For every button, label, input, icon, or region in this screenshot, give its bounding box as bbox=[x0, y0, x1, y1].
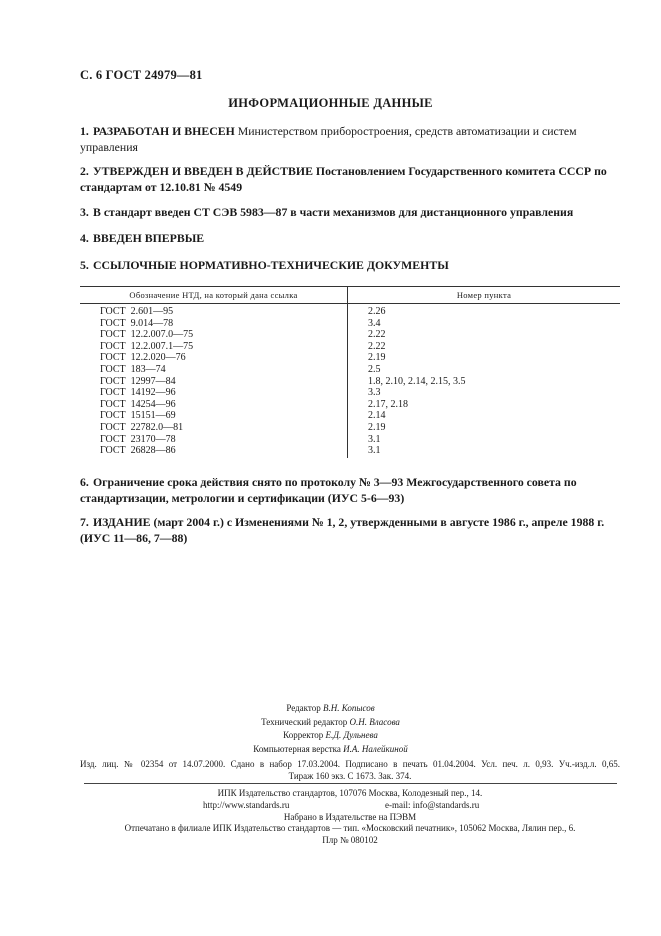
credit-line: Корректор Е.Д. Дульнева bbox=[283, 730, 378, 740]
clause-number: 2.5 bbox=[368, 363, 381, 375]
document-designation: ГОСТ 12.2.007.0—75 bbox=[100, 329, 194, 341]
imprint-line: Изд. лиц. № 02354 от 14.07.2000. Сдано в набор 17.03.2004. Подписано в печать 01.04.2004. Усл. печ. л. 0,93. Уч.-изд.л. 0,65. bbox=[80, 759, 620, 769]
column-header-document: Обозначение НТД, на который дана ссылка bbox=[129, 290, 298, 300]
publisher-address: ИПК Издательство стандартов, 107076 Москва, Колодезный пер., 14. bbox=[217, 788, 483, 798]
imprint-circulation: Тираж 160 экз. С 1673. Зак. 374. bbox=[288, 770, 412, 781]
credit-line: Технический редактор О.Н. Власова bbox=[261, 716, 400, 727]
document-designation: ГОСТ 12997—84 bbox=[100, 375, 176, 387]
item-number: 5. bbox=[80, 258, 89, 272]
table-top-rule bbox=[80, 286, 620, 287]
table-row bbox=[80, 445, 620, 457]
editorial-credits bbox=[0, 702, 661, 756]
section-title: ИНФОРМАЦИОННЫЕ ДАННЫЕ bbox=[228, 96, 433, 110]
document-designation: ГОСТ 15151—69 bbox=[100, 410, 176, 422]
email-link[interactable]: e-mail: info@standards.ru bbox=[385, 799, 480, 810]
item-number: 6. bbox=[80, 475, 89, 489]
clause-number: 1.8, 2.10, 2.14, 2.15, 3.5 bbox=[368, 375, 466, 387]
document-designation: ГОСТ 9.014—78 bbox=[100, 317, 174, 329]
publisher-info bbox=[80, 788, 620, 847]
item-text: В стандарт введен СТ СЭВ 5983—87 в части механизмов для дистанционного управления bbox=[93, 205, 574, 219]
license-number: Плр № 080102 bbox=[322, 835, 378, 846]
clause-number: 2.17, 2.18 bbox=[368, 398, 408, 410]
print-imprint bbox=[80, 759, 620, 782]
item-number: 1. bbox=[80, 124, 89, 138]
clause-number: 2.22 bbox=[368, 329, 386, 341]
item-number: 7. bbox=[80, 515, 89, 529]
document-designation: ГОСТ 183—74 bbox=[100, 363, 166, 375]
clause-number: 2.19 bbox=[368, 421, 386, 433]
document-designation: ГОСТ 12.2.020—76 bbox=[100, 352, 186, 364]
table-row bbox=[80, 318, 620, 330]
clause-number: 2.26 bbox=[368, 306, 386, 317]
item-lead: ССЫЛОЧНЫЕ НОРМАТИВНО-ТЕХНИЧЕСКИЕ ДОКУМЕНТЫ bbox=[93, 258, 449, 272]
item-text: Ограничение срока действия снято по протоколу № 3—93 Межгосударственного совета по стандартизации, метрологии и сертификации (ИУС 5-6—93) bbox=[80, 475, 577, 505]
column-header-clause: Номер пункта bbox=[456, 290, 512, 300]
document-designation: ГОСТ 22782.0—81 bbox=[100, 421, 184, 433]
table-row bbox=[80, 410, 620, 422]
item-lead: УТВЕРЖДЕН И ВВЕДЕН В ДЕЙСТВИЕ bbox=[93, 164, 313, 178]
item-lead: ВВЕДЕН ВПЕРВЫЕ bbox=[93, 231, 205, 245]
document-designation: ГОСТ 26828—86 bbox=[100, 445, 176, 457]
typesetting-note: Набрано в Издательстве на ПЭВМ bbox=[283, 811, 417, 822]
info-item-4 bbox=[80, 230, 620, 246]
item-lead: РАЗРАБОТАН И ВНЕСЕН bbox=[93, 124, 235, 138]
table-row bbox=[80, 306, 620, 318]
info-item-5 bbox=[80, 257, 620, 273]
page-header: С. 6 ГОСТ 24979—81 bbox=[80, 68, 203, 82]
publisher-contacts bbox=[80, 800, 620, 812]
item-text: (март 2004 г.) с Изменениями № 1, 2, утвержденными в августе 1986 г., апреле 1988 г. (ИУС 11—86, 7—88) bbox=[80, 515, 605, 545]
table-row bbox=[80, 399, 620, 411]
table-row bbox=[80, 364, 620, 376]
credit-line: Компьютерная верстка И.А. Налейкиной bbox=[253, 743, 408, 754]
document-designation: ГОСТ 14254—96 bbox=[100, 398, 176, 410]
table-row bbox=[80, 352, 620, 364]
document-designation: ГОСТ 2.601—95 bbox=[100, 306, 174, 317]
clause-number: 2.14 bbox=[368, 410, 386, 422]
table-row bbox=[80, 387, 620, 399]
item-text: Министерством приборостроения, средств автоматизации и систем управления bbox=[80, 124, 577, 154]
clause-number: 3.1 bbox=[368, 445, 381, 457]
item-lead: ИЗДАНИЕ bbox=[93, 515, 151, 529]
table-row bbox=[80, 329, 620, 341]
website-link[interactable]: http://www.standards.ru bbox=[203, 799, 290, 810]
item-number: 2. bbox=[80, 164, 89, 178]
item-text: Постановлением Государственного комитета СССР по стандартам от 12.10.81 № 4549 bbox=[80, 164, 607, 194]
document-designation: ГОСТ 14192—96 bbox=[100, 387, 176, 399]
info-item-2 bbox=[80, 163, 620, 195]
credit-line: Редактор В.Н. Копысов bbox=[286, 703, 375, 713]
table-row bbox=[80, 434, 620, 446]
clause-number: 2.19 bbox=[368, 352, 386, 364]
table-row bbox=[80, 376, 620, 388]
clause-number: 3.4 bbox=[368, 317, 381, 329]
info-item-6 bbox=[80, 474, 620, 506]
clause-number: 3.1 bbox=[368, 433, 381, 445]
info-item-7 bbox=[80, 514, 620, 546]
item-number: 3. bbox=[80, 205, 89, 219]
imprint-divider bbox=[84, 783, 617, 784]
clause-number: 3.3 bbox=[368, 387, 381, 399]
info-item-1 bbox=[80, 123, 620, 155]
table-row bbox=[80, 341, 620, 353]
table-header-rule bbox=[80, 303, 620, 304]
item-number: 4. bbox=[80, 231, 89, 245]
clause-number: 2.22 bbox=[368, 340, 386, 352]
printer-note: Отпечатано в филиале ИПК Издательство стандартов — тип. «Московский печатник», 105062 Москва, Лялин пер., 6. bbox=[124, 823, 576, 834]
document-designation: ГОСТ 23170—78 bbox=[100, 433, 176, 445]
document-designation: ГОСТ 12.2.007.1—75 bbox=[100, 340, 194, 352]
table-row bbox=[80, 422, 620, 434]
table-body bbox=[80, 306, 620, 457]
info-item-3 bbox=[80, 204, 620, 220]
